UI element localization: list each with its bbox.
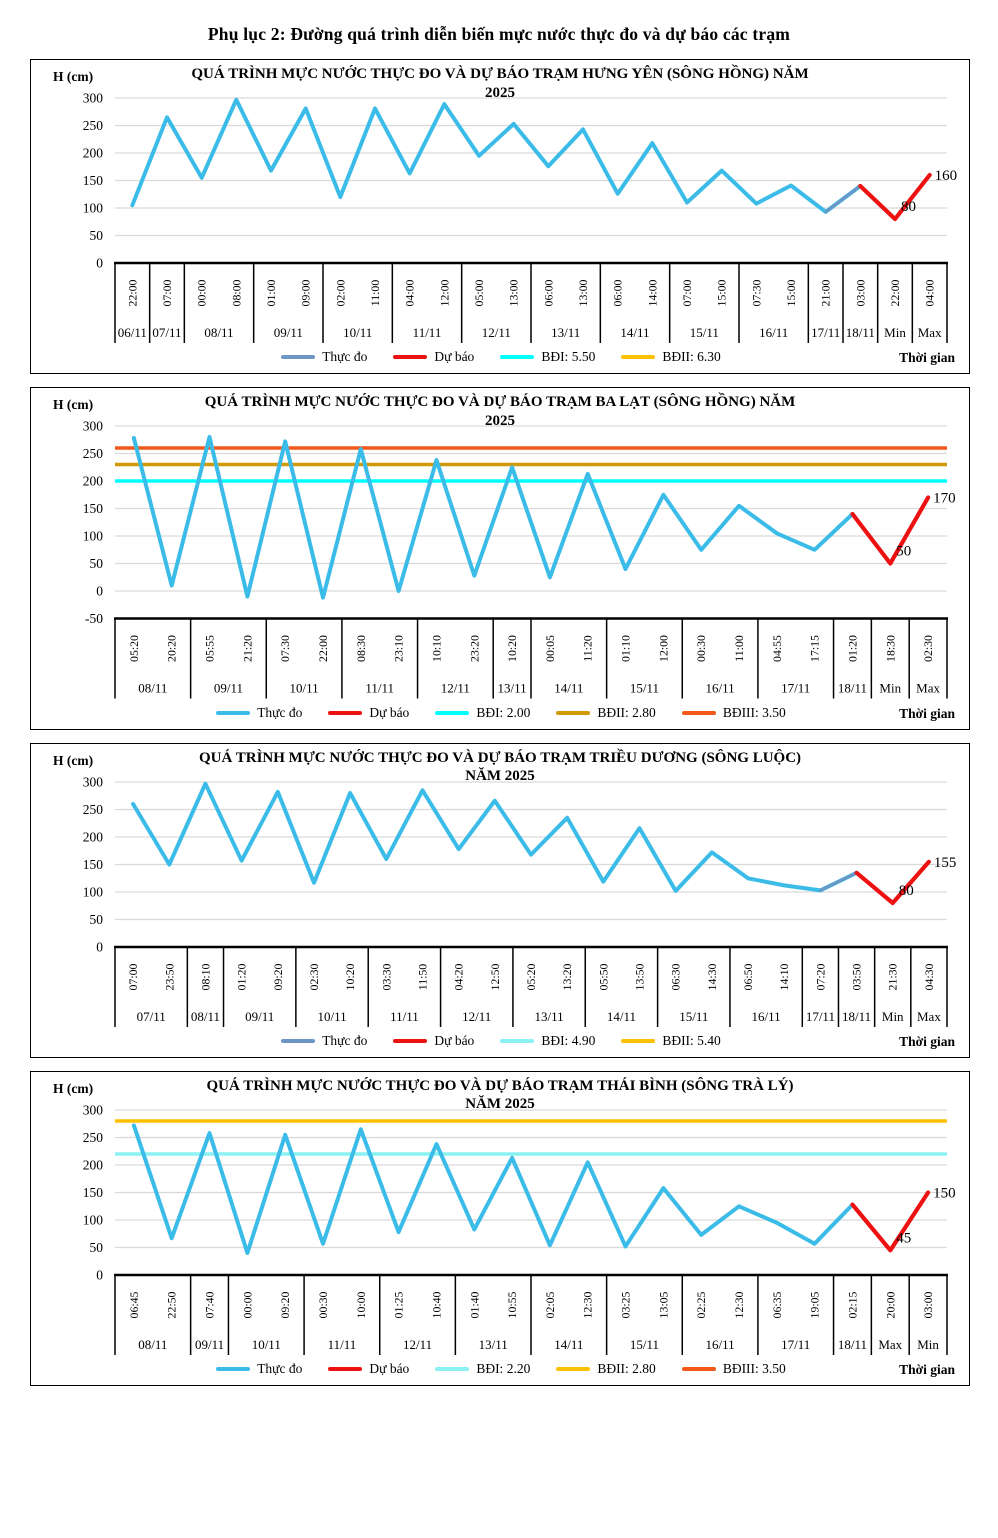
date-tick-label: 12/11 bbox=[481, 325, 511, 340]
date-tick-label: 13/11 bbox=[497, 680, 527, 696]
time-tick-label: 02:05 bbox=[542, 1291, 557, 1318]
legend-label: BĐI: 5.50 bbox=[541, 349, 596, 364]
legend-label: BĐI: 2.20 bbox=[476, 1360, 531, 1376]
time-tick-label: 09:20 bbox=[270, 963, 285, 990]
time-tick-label: 08:00 bbox=[229, 279, 244, 307]
time-tick-label: 06:50 bbox=[741, 963, 756, 990]
time-tick-label: 05:20 bbox=[524, 963, 538, 990]
legend-item bbox=[621, 349, 721, 365]
time-tick-label: 00:30 bbox=[694, 635, 709, 662]
legend bbox=[101, 702, 901, 724]
time-tick-label: 00:05 bbox=[542, 635, 557, 662]
time-tick-label: 08:10 bbox=[198, 963, 213, 990]
value-annotation: 170 bbox=[933, 490, 956, 507]
legend-line-swatch bbox=[281, 1039, 315, 1043]
time-tick-label: 11:00 bbox=[368, 279, 382, 307]
time-tick-label: 10:55 bbox=[505, 1291, 520, 1318]
time-tick-label: 06:00 bbox=[541, 279, 556, 307]
y-tick-label: 100 bbox=[82, 1212, 103, 1227]
y-tick-label: 250 bbox=[82, 801, 103, 817]
y-tick-label: 0 bbox=[96, 583, 103, 599]
y-tick-label: 200 bbox=[82, 1157, 103, 1172]
date-tick-label: 09/11 bbox=[245, 1008, 275, 1024]
measured-line bbox=[132, 100, 860, 212]
time-tick-label: 00:30 bbox=[316, 1291, 330, 1318]
time-tick-label: 18:30 bbox=[883, 635, 898, 662]
y-tick-label: 150 bbox=[82, 501, 103, 516]
time-tick-label: 09:00 bbox=[298, 279, 313, 307]
time-tick-label: 04:55 bbox=[769, 635, 784, 662]
legend-label: BĐII: 2.80 bbox=[597, 1360, 656, 1376]
chart-plot bbox=[41, 418, 976, 701]
time-tick-label: 03:00 bbox=[853, 279, 868, 307]
legend-label: Thực đo bbox=[322, 349, 368, 364]
legend-line-swatch bbox=[281, 355, 315, 359]
time-tick-label: 20:00 bbox=[883, 1291, 898, 1318]
y-tick-label: 100 bbox=[82, 200, 103, 216]
y-tick-label: 200 bbox=[82, 829, 103, 844]
value-annotation: 80 bbox=[898, 882, 914, 899]
time-tick-label: 23:50 bbox=[162, 963, 177, 990]
forecast-line bbox=[853, 1192, 929, 1250]
chart-hung-yen bbox=[30, 59, 970, 374]
time-tick-label: 10:00 bbox=[353, 1291, 368, 1318]
y-tick-label: 300 bbox=[82, 1102, 103, 1117]
time-tick-label: 19:05 bbox=[807, 1291, 822, 1318]
legend bbox=[101, 346, 901, 368]
date-tick-label: 15/11 bbox=[629, 1336, 660, 1352]
legend-item bbox=[682, 1361, 786, 1377]
chart-trieu-duong bbox=[30, 743, 970, 1058]
time-tick-label: 12:00 bbox=[437, 279, 452, 307]
legend-line-swatch bbox=[216, 711, 250, 715]
date-tick-label: Max bbox=[916, 680, 941, 696]
legend-label: Dự báo bbox=[369, 1360, 410, 1376]
legend-line-swatch bbox=[216, 1367, 250, 1371]
y-tick-label: 300 bbox=[82, 418, 103, 434]
legend-label: Thực đo bbox=[257, 704, 303, 720]
legend-item bbox=[216, 705, 302, 721]
date-tick-label: 06/11 bbox=[117, 325, 147, 340]
date-tick-label: 13/11 bbox=[478, 1336, 508, 1352]
time-tick-label: 01:10 bbox=[618, 635, 633, 662]
legend-line-swatch bbox=[682, 1367, 716, 1371]
time-tick-label: 21:30 bbox=[885, 963, 900, 990]
x-axis-label: Thời gian bbox=[899, 1033, 955, 1049]
y-axis-label: H (cm) bbox=[53, 397, 94, 412]
date-tick-label: 18/11 bbox=[845, 325, 875, 340]
date-tick-label: 11/11 bbox=[327, 1336, 357, 1352]
page-title: Phụ lục 2: Đường quá trình diễn biến mực nước thực đo và dự báo các trạm bbox=[207, 24, 791, 44]
measured-dark-segment bbox=[820, 872, 856, 890]
time-tick-label: 05:55 bbox=[202, 635, 217, 662]
legend-line-swatch bbox=[621, 355, 655, 359]
time-tick-label: 00:00 bbox=[194, 279, 209, 307]
date-tick-label: 16/11 bbox=[705, 680, 735, 696]
legend-line-swatch bbox=[500, 355, 534, 359]
time-tick-label: 04:00 bbox=[402, 279, 417, 307]
legend-item bbox=[500, 1033, 595, 1049]
chart-ba-lat bbox=[30, 387, 970, 730]
time-tick-label: 06:45 bbox=[126, 1291, 141, 1318]
date-tick-label: 09/11 bbox=[273, 325, 303, 340]
y-tick-label: 200 bbox=[82, 473, 103, 489]
date-tick-label: Max bbox=[917, 325, 942, 340]
time-tick-label: 13:00 bbox=[576, 279, 590, 307]
time-tick-label: 13:50 bbox=[632, 963, 647, 990]
date-tick-label: 18/11 bbox=[841, 1008, 872, 1024]
legend-item bbox=[328, 1361, 409, 1377]
legend-item bbox=[328, 705, 409, 721]
y-tick-label: 0 bbox=[96, 255, 103, 271]
legend-item bbox=[556, 1361, 656, 1377]
legend-line-swatch bbox=[393, 1039, 427, 1043]
time-tick-label: 11:00 bbox=[732, 635, 746, 662]
chart-plot bbox=[41, 1102, 976, 1357]
time-tick-label: 12:50 bbox=[487, 963, 502, 990]
time-tick-label: 12:30 bbox=[732, 1291, 746, 1318]
date-tick-label: 18/11 bbox=[837, 1336, 868, 1352]
forecast-line bbox=[853, 498, 929, 564]
date-tick-label: 11/11 bbox=[365, 680, 395, 696]
y-tick-label: 50 bbox=[89, 228, 103, 243]
forecast-line bbox=[860, 175, 929, 219]
value-annotation: 45 bbox=[896, 1229, 912, 1246]
date-tick-label: 17/11 bbox=[781, 1336, 811, 1352]
x-axis-label: Thời gian bbox=[899, 1361, 955, 1377]
legend-label: BĐII: 6.30 bbox=[662, 349, 721, 364]
legend-label: Dự báo bbox=[369, 704, 410, 720]
legend-item bbox=[393, 349, 474, 365]
time-tick-label: 23:10 bbox=[391, 635, 406, 662]
date-tick-label: 13/11 bbox=[534, 1008, 564, 1024]
legend-line-swatch bbox=[393, 355, 427, 359]
legend bbox=[101, 1358, 901, 1380]
time-tick-label: 23:20 bbox=[467, 635, 482, 662]
y-tick-label: 300 bbox=[82, 774, 103, 789]
legend-label: BĐII: 2.80 bbox=[597, 704, 656, 720]
time-tick-label: 12:00 bbox=[656, 635, 671, 662]
date-tick-label: 09/11 bbox=[213, 680, 244, 696]
date-tick-label: 09/11 bbox=[194, 1336, 225, 1352]
time-tick-label: 06:30 bbox=[668, 963, 683, 990]
date-tick-label: Min bbox=[884, 325, 906, 340]
date-tick-label: 16/11 bbox=[705, 1336, 735, 1352]
chart-title: QUÁ TRÌNH MỰC NƯỚC THỰC ĐO VÀ DỰ BÁO TRẠM BA LẠT (SÔNG HỒNG) NĂM 2025 bbox=[204, 394, 796, 429]
legend-label: BĐIII: 3.50 bbox=[722, 1360, 786, 1376]
y-tick-label: 150 bbox=[82, 173, 103, 188]
legend-label: BĐII: 5.40 bbox=[662, 1032, 721, 1048]
y-tick-label: 250 bbox=[82, 446, 103, 461]
time-tick-label: 11:20 bbox=[580, 635, 595, 662]
time-tick-label: 04:00 bbox=[922, 279, 937, 307]
date-tick-label: 16/11 bbox=[759, 325, 789, 340]
time-tick-label: 15:00 bbox=[714, 279, 729, 307]
date-tick-label: 10/11 bbox=[317, 1008, 347, 1024]
legend-label: Dự báo bbox=[434, 1032, 475, 1048]
y-axis-label: H (cm) bbox=[53, 69, 94, 84]
time-tick-label: 13:05 bbox=[656, 1291, 671, 1318]
forecast-line bbox=[857, 861, 929, 902]
legend-line-swatch bbox=[328, 711, 362, 715]
y-tick-label: 50 bbox=[89, 1239, 103, 1255]
time-tick-label: 02:30 bbox=[306, 963, 321, 990]
date-tick-label: 12/11 bbox=[462, 1008, 492, 1024]
time-tick-label: 07:40 bbox=[202, 1291, 217, 1318]
time-tick-label: 22:50 bbox=[164, 1291, 179, 1318]
legend-item bbox=[435, 1361, 530, 1377]
legend-item bbox=[216, 1361, 302, 1377]
date-tick-label: Min bbox=[879, 680, 902, 696]
y-tick-label: 50 bbox=[89, 556, 103, 571]
y-tick-label: 250 bbox=[82, 1129, 103, 1145]
time-tick-label: 07:30 bbox=[749, 279, 764, 307]
legend bbox=[101, 1030, 901, 1052]
date-tick-label: 11/11 bbox=[412, 325, 442, 340]
time-tick-label: 03:50 bbox=[849, 963, 864, 990]
date-tick-label: 08/11 bbox=[138, 1336, 168, 1352]
legend-item bbox=[500, 349, 595, 365]
y-tick-label: 0 bbox=[96, 1267, 103, 1282]
time-tick-label: 03:25 bbox=[618, 1291, 633, 1318]
time-tick-label: 02:00 bbox=[333, 279, 348, 307]
date-tick-label: 07/11 bbox=[136, 1008, 166, 1024]
y-tick-label: 0 bbox=[96, 939, 103, 954]
time-tick-label: 06:00 bbox=[610, 279, 625, 307]
time-tick-label: 01:40 bbox=[467, 1291, 482, 1318]
time-tick-label: 05:00 bbox=[472, 279, 486, 307]
y-tick-label: 50 bbox=[89, 911, 103, 927]
date-tick-label: 15/11 bbox=[629, 680, 660, 696]
date-tick-label: 13/11 bbox=[551, 325, 581, 340]
time-tick-label: 06:35 bbox=[769, 1291, 784, 1318]
time-tick-label: 02:30 bbox=[921, 635, 936, 662]
legend-item bbox=[281, 1033, 367, 1049]
value-annotation: 50 bbox=[896, 543, 912, 560]
time-tick-label: 07:00 bbox=[160, 279, 174, 307]
y-tick-label: 250 bbox=[82, 118, 103, 133]
value-annotation: 150 bbox=[933, 1185, 956, 1201]
legend-label: BĐIII: 3.50 bbox=[722, 704, 786, 720]
time-tick-label: 02:25 bbox=[694, 1291, 709, 1318]
date-tick-label: 07/11 bbox=[152, 325, 182, 340]
y-axis-label: H (cm) bbox=[53, 752, 94, 768]
legend-item bbox=[556, 705, 656, 721]
time-tick-label: 07:00 bbox=[126, 963, 141, 990]
legend-item bbox=[281, 349, 367, 365]
measured-line bbox=[134, 1125, 853, 1253]
time-tick-label: 05:50 bbox=[596, 963, 611, 990]
date-tick-label: 16/11 bbox=[751, 1008, 781, 1024]
date-tick-label: 11/11 bbox=[390, 1008, 419, 1024]
chart-plot bbox=[41, 90, 976, 345]
date-tick-label: 08/11 bbox=[190, 1008, 221, 1024]
time-tick-label: 02:15 bbox=[845, 1291, 860, 1318]
time-tick-label: 20:20 bbox=[164, 635, 179, 662]
legend-label: Dự báo bbox=[434, 349, 475, 364]
time-tick-label: 01:20 bbox=[234, 963, 249, 990]
time-tick-label: 14:30 bbox=[704, 963, 719, 990]
date-tick-label: 17/11 bbox=[805, 1008, 835, 1024]
time-tick-label: 11:50 bbox=[415, 963, 430, 990]
chart-title: QUÁ TRÌNH MỰC NƯỚC THỰC ĐO VÀ DỰ BÁO TRẠM TRIỀU DƯƠNG (SÔNG LUỘC) NĂM 2025 bbox=[198, 749, 802, 785]
date-tick-label: Min bbox=[881, 1008, 904, 1024]
legend-line-swatch bbox=[621, 1039, 655, 1043]
x-axis-label: Thời gian bbox=[899, 705, 955, 721]
time-tick-label: 14:10 bbox=[777, 963, 792, 990]
date-tick-label: Max bbox=[878, 1336, 903, 1352]
legend-line-swatch bbox=[435, 1367, 469, 1371]
legend-label: BĐI: 4.90 bbox=[541, 1032, 596, 1048]
legend-line-swatch bbox=[682, 711, 716, 715]
time-tick-label: 22:00 bbox=[125, 279, 140, 307]
chart-title: QUÁ TRÌNH MỰC NƯỚC THỰC ĐO VÀ DỰ BÁO TRẠM HƯNG YÊN (SÔNG HỒNG) NĂM 2025 bbox=[191, 66, 809, 101]
date-tick-label: 10/11 bbox=[251, 1336, 281, 1352]
time-tick-label: 01:25 bbox=[391, 1291, 406, 1318]
time-tick-label: 21:20 bbox=[240, 635, 255, 662]
date-tick-label: Min bbox=[917, 1336, 939, 1352]
time-tick-label: 10:40 bbox=[429, 1291, 444, 1318]
y-tick-label: 150 bbox=[82, 1184, 103, 1200]
legend-line-swatch bbox=[556, 711, 590, 715]
date-tick-label: 10/11 bbox=[289, 680, 319, 696]
date-tick-label: 08/11 bbox=[138, 680, 168, 696]
time-tick-label: 07:30 bbox=[278, 635, 293, 662]
time-tick-label: 22:00 bbox=[316, 635, 330, 662]
time-tick-label: 15:00 bbox=[784, 279, 798, 307]
date-tick-label: 15/11 bbox=[689, 325, 719, 340]
legend-line-swatch bbox=[556, 1367, 590, 1371]
time-tick-label: 04:30 bbox=[921, 963, 936, 990]
time-tick-label: 00:00 bbox=[240, 1291, 255, 1318]
y-tick-label: -50 bbox=[85, 611, 103, 626]
time-tick-label: 04:20 bbox=[451, 963, 466, 990]
date-tick-label: 14/11 bbox=[554, 1336, 584, 1352]
y-tick-label: 200 bbox=[82, 145, 103, 161]
y-tick-label: 100 bbox=[82, 528, 103, 544]
time-tick-label: 13:20 bbox=[560, 963, 575, 990]
time-tick-label: 10:20 bbox=[343, 963, 358, 990]
date-tick-label: 14/11 bbox=[606, 1008, 637, 1024]
legend-line-swatch bbox=[328, 1367, 362, 1371]
date-tick-label: Max bbox=[916, 1008, 941, 1024]
legend-label: Thực đo bbox=[322, 1032, 368, 1048]
time-tick-label: 05:20 bbox=[126, 635, 141, 662]
date-tick-label: 12/11 bbox=[440, 680, 470, 696]
legend-item bbox=[435, 705, 530, 721]
time-tick-label: 01:20 bbox=[845, 635, 860, 662]
time-tick-label: 10:10 bbox=[429, 635, 444, 662]
date-tick-label: 14/11 bbox=[620, 325, 650, 340]
y-tick-label: 100 bbox=[82, 884, 103, 899]
time-tick-label: 14:00 bbox=[645, 279, 660, 307]
time-tick-label: 21:00 bbox=[818, 279, 833, 307]
time-tick-label: 17:15 bbox=[807, 635, 822, 662]
legend-item bbox=[393, 1033, 474, 1049]
date-tick-label: 12/11 bbox=[402, 1336, 433, 1352]
chart-title: QUÁ TRÌNH MỰC NƯỚC THỰC ĐO VÀ DỰ BÁO TRẠM THÁI BÌNH (SÔNG TRÀ LÝ) NĂM 2025 bbox=[206, 1077, 794, 1113]
legend-label: BĐI: 2.00 bbox=[476, 704, 531, 720]
date-tick-label: 18/11 bbox=[837, 680, 868, 696]
time-tick-label: 03:30 bbox=[379, 963, 394, 990]
time-tick-label: 07:00 bbox=[680, 279, 694, 307]
value-annotation: 160 bbox=[934, 168, 958, 184]
legend-item bbox=[621, 1033, 721, 1049]
y-tick-label: 300 bbox=[82, 90, 103, 106]
legend-line-swatch bbox=[500, 1039, 534, 1043]
value-annotation: 80 bbox=[901, 199, 916, 215]
time-tick-label: 01:00 bbox=[264, 279, 278, 307]
time-tick-label: 12:30 bbox=[580, 1291, 595, 1318]
time-tick-label: 13:00 bbox=[506, 279, 521, 307]
date-tick-label: 10/11 bbox=[343, 325, 373, 340]
measured-line bbox=[134, 437, 853, 598]
chart-thai-binh bbox=[30, 1071, 970, 1386]
value-annotation: 155 bbox=[933, 854, 957, 871]
y-axis-label: H (cm) bbox=[53, 1080, 94, 1096]
chart-plot bbox=[41, 774, 976, 1029]
date-tick-label: 14/11 bbox=[554, 680, 584, 696]
legend-label: Thực đo bbox=[257, 1360, 303, 1376]
time-tick-label: 10:20 bbox=[505, 635, 520, 662]
legend-item bbox=[682, 705, 786, 721]
time-tick-label: 08:30 bbox=[353, 635, 368, 662]
x-axis-label: Thời gian bbox=[899, 350, 955, 365]
y-tick-label: 150 bbox=[82, 856, 103, 872]
date-tick-label: 15/11 bbox=[679, 1008, 709, 1024]
time-tick-label: 07:20 bbox=[813, 963, 828, 990]
date-tick-label: 08/11 bbox=[204, 325, 234, 340]
legend-line-swatch bbox=[435, 711, 469, 715]
time-tick-label: 22:00 bbox=[888, 279, 902, 307]
date-tick-label: 17/11 bbox=[781, 680, 811, 696]
time-tick-label: 09:20 bbox=[278, 1291, 293, 1318]
date-tick-label: 17/11 bbox=[811, 325, 841, 340]
time-tick-label: 03:00 bbox=[921, 1291, 936, 1318]
